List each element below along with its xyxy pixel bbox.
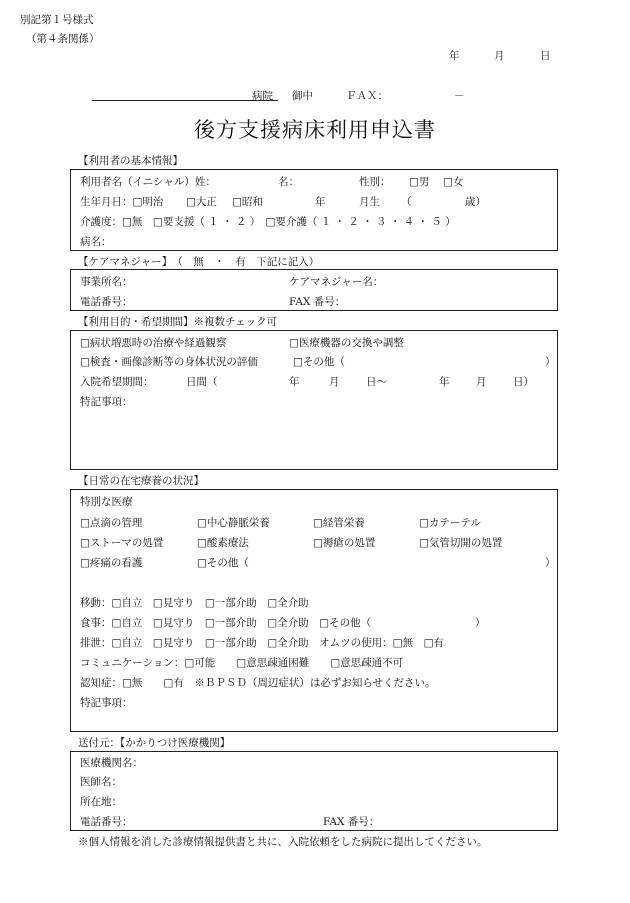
- given-name-label: 名：: [278, 176, 299, 188]
- purpose-box: [70, 330, 558, 470]
- birth-label[interactable]: 生年月日：□明治: [80, 196, 164, 208]
- taisho-checkbox[interactable]: □大正: [186, 196, 217, 208]
- purpose-opt-device[interactable]: □医療機器の交換や調整: [289, 337, 404, 349]
- onchu-label: 御中: [292, 90, 313, 102]
- office-label: 事業所名：: [80, 276, 133, 288]
- fax-dash: －: [454, 90, 465, 102]
- care-item-catheter[interactable]: □カテーテル: [419, 517, 481, 529]
- care-item-pain[interactable]: □疼痛の看護: [80, 557, 143, 569]
- footnote: ※個人情報を消した診療情報提供書と共に、入院依頼をした病院に提出してください。: [78, 836, 488, 848]
- institution-label: 医療機関名：: [80, 757, 143, 769]
- sex-label: 性別：: [359, 176, 391, 188]
- date-day: 日: [540, 50, 551, 62]
- communication-row[interactable]: コミュニケーション：□可能 □意思疎通困難 □意思疎通不可: [80, 657, 404, 669]
- female-checkbox[interactable]: □女: [443, 176, 464, 188]
- dementia-row[interactable]: 認知症：□無 □有 ※ＢＰＳＤ（周辺症状）は必ずお知らせください。: [80, 677, 436, 689]
- period-days: 日間（: [186, 376, 218, 388]
- page-title: 後方支援病床利用申込書: [194, 118, 436, 142]
- period-month-1: 月: [329, 376, 340, 388]
- meal-row[interactable]: 食事：□自立 □見守り □一部介助 □全介助 □その他（: [80, 617, 372, 629]
- cm-phone-label: 電話番号：: [80, 296, 133, 308]
- date-year: 年: [449, 50, 460, 62]
- doctor-label: 医師名：: [80, 776, 122, 788]
- excretion-row[interactable]: 排泄：□自立 □見守り □一部介助 □全介助 オムツの使用：□無 □有: [80, 637, 445, 649]
- purpose-opt-evaluation[interactable]: □検査・画像診断等の身体状況の評価: [80, 356, 258, 368]
- purpose-header: 【利用目的・希望期間】※複数チェック可: [78, 316, 278, 328]
- home-care-box: [70, 489, 558, 732]
- period-month-2: 月: [476, 376, 487, 388]
- article-ref: （第４条関係）: [26, 33, 100, 45]
- care-item-tracheotomy[interactable]: □気管切開の処置: [419, 537, 503, 549]
- purpose-other-close: ）: [545, 356, 556, 368]
- birth-year: 年: [315, 196, 326, 208]
- cm-fax-label: FAX 番号：: [289, 296, 346, 308]
- purpose-opt-observation[interactable]: □病状増悪時の治療や経過観察: [80, 337, 227, 349]
- birth-month: 月生: [359, 196, 380, 208]
- purpose-notes-label[interactable]: 特記事項：: [80, 396, 133, 408]
- age-open: （: [401, 196, 412, 208]
- care-item-oxygen[interactable]: □酸素療法: [197, 537, 249, 549]
- basic-info-header: 【利用者の基本情報】: [78, 155, 183, 167]
- care-item-tube-feeding[interactable]: □経管栄養: [313, 517, 365, 529]
- home-care-header: 【日常の在宅療養の状況】: [78, 475, 204, 487]
- age-close: 歳）: [465, 196, 486, 208]
- period-day-2: 日）: [513, 376, 534, 388]
- meal-other-close: ）: [475, 617, 486, 629]
- care-item-bedsore[interactable]: □褥瘡の処置: [313, 537, 376, 549]
- hospital-name-line[interactable]: [92, 100, 278, 101]
- mobility-row[interactable]: 移動：□自立 □見守り □一部介助 □全介助: [80, 597, 309, 609]
- care-level-row[interactable]: 介護度：□無 □要支援（ １ ・ ２ ） □要介護（ １ ・ ２ ・ ３ ・ ４ ・ ５ ）: [80, 216, 456, 228]
- care-manager-name-label: ケアマネジャー名：: [289, 276, 384, 288]
- home-care-notes-label[interactable]: 特記事項：: [80, 697, 133, 709]
- period-day-1: 日〜: [366, 376, 387, 388]
- disease-label: 病名：: [80, 236, 112, 248]
- address-label: 所在地：: [80, 796, 122, 808]
- purpose-opt-other[interactable]: □その他（: [293, 356, 345, 368]
- care-item-other[interactable]: □その他（: [197, 557, 249, 569]
- basic-info-box: [70, 169, 558, 251]
- user-name-label: 利用者名（イニシャル）姓：: [80, 176, 216, 188]
- sender-phone-label: 電話番号：: [80, 816, 133, 828]
- care-item-drip[interactable]: □点滴の管理: [80, 517, 143, 529]
- hospital-label: 病院: [252, 90, 273, 102]
- showa-checkbox[interactable]: □昭和: [232, 196, 263, 208]
- care-item-iv-nutrition[interactable]: □中心静脈栄養: [197, 517, 270, 529]
- form-number: 別記第１号様式: [20, 14, 94, 26]
- date-month: 月: [494, 50, 505, 62]
- care-manager-header: 【ケアマネジャー】 （ 無 ・ 有 下記に記入）: [78, 256, 320, 268]
- special-care-label: 特別な医療: [80, 496, 133, 508]
- care-manager-box: [70, 269, 558, 311]
- sender-fax-label: FAX 番号：: [323, 816, 380, 828]
- care-item-stoma[interactable]: □ストーマの処置: [80, 537, 164, 549]
- period-label: 入院希望期間：: [80, 376, 154, 388]
- care-other-close: ）: [545, 557, 556, 569]
- sender-box: [70, 751, 558, 831]
- male-checkbox[interactable]: □男: [409, 176, 430, 188]
- period-year-2: 年: [439, 376, 450, 388]
- period-year-1: 年: [289, 376, 300, 388]
- fax-label: ＦＡＸ：: [346, 90, 388, 102]
- sender-header: 送付元：【かかりつけ医療機関】: [78, 737, 231, 749]
